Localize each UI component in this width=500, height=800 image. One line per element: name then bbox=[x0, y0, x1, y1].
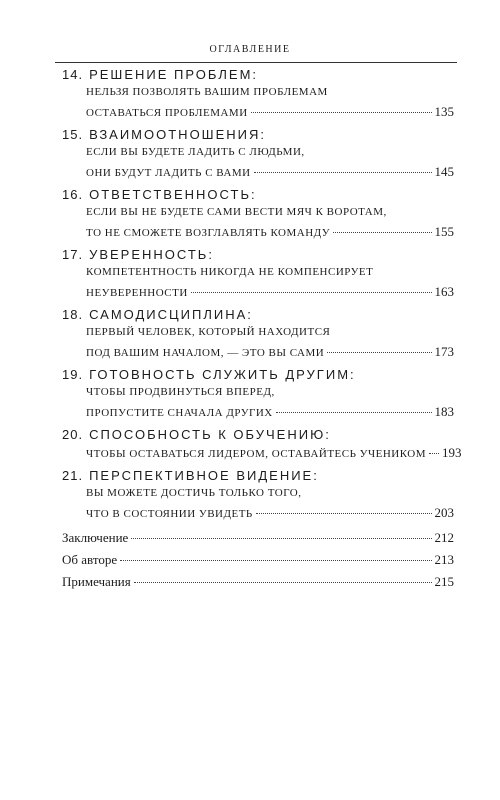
toc-entry[interactable] bbox=[62, 127, 454, 183]
chapter-heading: РЕШЕНИЕ ПРОБЛЕМ: bbox=[89, 67, 259, 82]
toc-entry[interactable] bbox=[62, 468, 454, 524]
page-number: 145 bbox=[434, 164, 454, 179]
chapter-subtitle-line bbox=[86, 282, 454, 303]
page-number: 193 bbox=[442, 445, 462, 460]
subtitle-text: ОНИ БУДУТ ЛАДИТЬ С ВАМИ bbox=[86, 167, 251, 179]
subtitle-text: ЧТОБЫ ОСТАВАТЬСЯ ЛИДЕРОМ, ОСТАВАЙТЕСЬ УЧЕНИКОМ bbox=[86, 448, 427, 460]
subtitle-text: НЕЛЬЗЯ ПОЗВОЛЯТЬ ВАШИМ ПРОБЛЕМАМ bbox=[86, 86, 328, 98]
back-matter-list bbox=[62, 528, 454, 592]
chapter-subtitle-line bbox=[86, 342, 454, 363]
chapter-heading: САМОДИСЦИПЛИНА: bbox=[89, 307, 253, 322]
chapter-number: 20. bbox=[62, 427, 84, 442]
back-matter-label: Заключение bbox=[62, 530, 129, 545]
back-matter-label: Примечания bbox=[62, 574, 131, 589]
chapter-subtitle-line bbox=[86, 484, 454, 503]
dot-leader bbox=[251, 112, 432, 113]
chapter-subtitle-line bbox=[86, 203, 454, 222]
page-number: 203 bbox=[434, 505, 454, 520]
chapter-number: 14. bbox=[62, 67, 84, 82]
dot-leader bbox=[276, 412, 432, 413]
chapter-number: 17. bbox=[62, 247, 84, 262]
chapter-title bbox=[62, 468, 454, 484]
subtitle-text: ОСТАВАТЬСЯ ПРОБЛЕМАМИ bbox=[86, 107, 248, 119]
dot-leader bbox=[134, 582, 432, 583]
dot-leader bbox=[327, 352, 431, 353]
chapter-title bbox=[62, 427, 454, 443]
page-number: 173 bbox=[434, 344, 454, 359]
toc-entry[interactable] bbox=[62, 67, 454, 123]
chapter-heading: СПОСОБНОСТЬ К ОБУЧЕНИЮ: bbox=[89, 427, 331, 442]
chapter-subtitle-line bbox=[86, 323, 454, 342]
header-rule bbox=[55, 62, 457, 63]
page-number: 213 bbox=[434, 552, 454, 567]
page-number: 163 bbox=[434, 284, 454, 299]
page-number: 215 bbox=[434, 574, 454, 589]
chapter-number: 15. bbox=[62, 127, 84, 142]
chapter-heading: ПЕРСПЕКТИВНОЕ ВИДЕНИЕ: bbox=[89, 468, 319, 483]
chapter-heading: ГОТОВНОСТЬ СЛУЖИТЬ ДРУГИМ: bbox=[89, 367, 356, 382]
page-number: 212 bbox=[434, 530, 454, 545]
back-matter-label: Об авторе bbox=[62, 552, 118, 567]
subtitle-text: КОМПЕТЕНТНОСТЬ НИКОГДА НЕ КОМПЕНСИРУЕТ bbox=[86, 266, 374, 278]
chapter-title bbox=[62, 67, 454, 83]
chapter-subtitle-line bbox=[86, 143, 454, 162]
dot-leader bbox=[333, 232, 431, 233]
subtitle-text: ЧТОБЫ ПРОДВИНУТЬСЯ ВПЕРЕД, bbox=[86, 386, 275, 398]
chapter-subtitle-line bbox=[86, 263, 454, 282]
back-matter-entry[interactable] bbox=[62, 528, 454, 548]
toc-entry[interactable] bbox=[62, 187, 454, 243]
page-number: 155 bbox=[434, 224, 454, 239]
dot-leader bbox=[191, 292, 432, 293]
table-of-contents bbox=[62, 64, 462, 594]
page-number: 183 bbox=[434, 404, 454, 419]
back-matter-entry[interactable] bbox=[62, 550, 454, 570]
subtitle-text: ПОД ВАШИМ НАЧАЛОМ, — ЭТО ВЫ САМИ bbox=[86, 347, 325, 359]
toc-entry[interactable] bbox=[62, 247, 454, 303]
chapter-subtitle-line bbox=[86, 222, 454, 243]
chapter-number: 18. bbox=[62, 307, 84, 322]
chapter-title bbox=[62, 367, 454, 383]
chapter-subtitle-line bbox=[86, 83, 454, 102]
chapter-number: 19. bbox=[62, 367, 84, 382]
chapter-subtitle-line bbox=[86, 503, 454, 524]
running-head: ОГЛАВЛЕНИЕ bbox=[209, 44, 291, 55]
toc-entry[interactable] bbox=[62, 307, 454, 363]
chapter-title bbox=[62, 247, 454, 263]
chapter-number: 16. bbox=[62, 187, 84, 202]
chapter-subtitle-line bbox=[86, 102, 454, 123]
back-matter-entry[interactable] bbox=[62, 572, 454, 592]
toc-entry[interactable] bbox=[62, 367, 454, 423]
toc-entry[interactable] bbox=[62, 427, 462, 464]
subtitle-text: ПЕРВЫЙ ЧЕЛОВЕК, КОТОРЫЙ НАХОДИТСЯ bbox=[86, 326, 331, 338]
subtitle-text: ПРОПУСТИТЕ СНАЧАЛА ДРУГИХ bbox=[86, 407, 273, 419]
chapter-title bbox=[62, 187, 454, 203]
dot-leader bbox=[256, 513, 432, 514]
chapter-subtitle-line bbox=[86, 402, 454, 423]
subtitle-text: ТО НЕ СМОЖЕТЕ ВОЗГЛАВЛЯТЬ КОМАНДУ bbox=[86, 227, 331, 239]
subtitle-text: ЕСЛИ ВЫ БУДЕТЕ ЛАДИТЬ С ЛЮДЬМИ, bbox=[86, 146, 305, 158]
chapter-list bbox=[62, 67, 462, 524]
subtitle-text: ВЫ МОЖЕТЕ ДОСТИЧЬ ТОЛЬКО ТОГО, bbox=[86, 487, 302, 499]
chapter-subtitle-line bbox=[86, 162, 454, 183]
chapter-subtitle-line bbox=[86, 443, 462, 464]
chapter-heading: ОТВЕТСТВЕННОСТЬ: bbox=[89, 187, 257, 202]
dot-leader bbox=[429, 453, 439, 454]
chapter-heading: ВЗАИМООТНОШЕНИЯ: bbox=[89, 127, 266, 142]
dot-leader bbox=[120, 560, 431, 561]
chapter-number: 21. bbox=[62, 468, 84, 483]
subtitle-text: ЧТО В СОСТОЯНИИ УВИДЕТЬ bbox=[86, 508, 253, 520]
dot-leader bbox=[131, 538, 431, 539]
dot-leader bbox=[254, 172, 432, 173]
chapter-title bbox=[62, 307, 454, 323]
chapter-title bbox=[62, 127, 454, 143]
subtitle-text: НЕУВЕРЕННОСТИ bbox=[86, 287, 188, 299]
subtitle-text: ЕСЛИ ВЫ НЕ БУДЕТЕ САМИ ВЕСТИ МЯЧ К ВОРОТАМ, bbox=[86, 206, 387, 218]
chapter-subtitle-line bbox=[86, 383, 454, 402]
page-number: 135 bbox=[434, 104, 454, 119]
chapter-heading: УВЕРЕННОСТЬ: bbox=[89, 247, 214, 262]
